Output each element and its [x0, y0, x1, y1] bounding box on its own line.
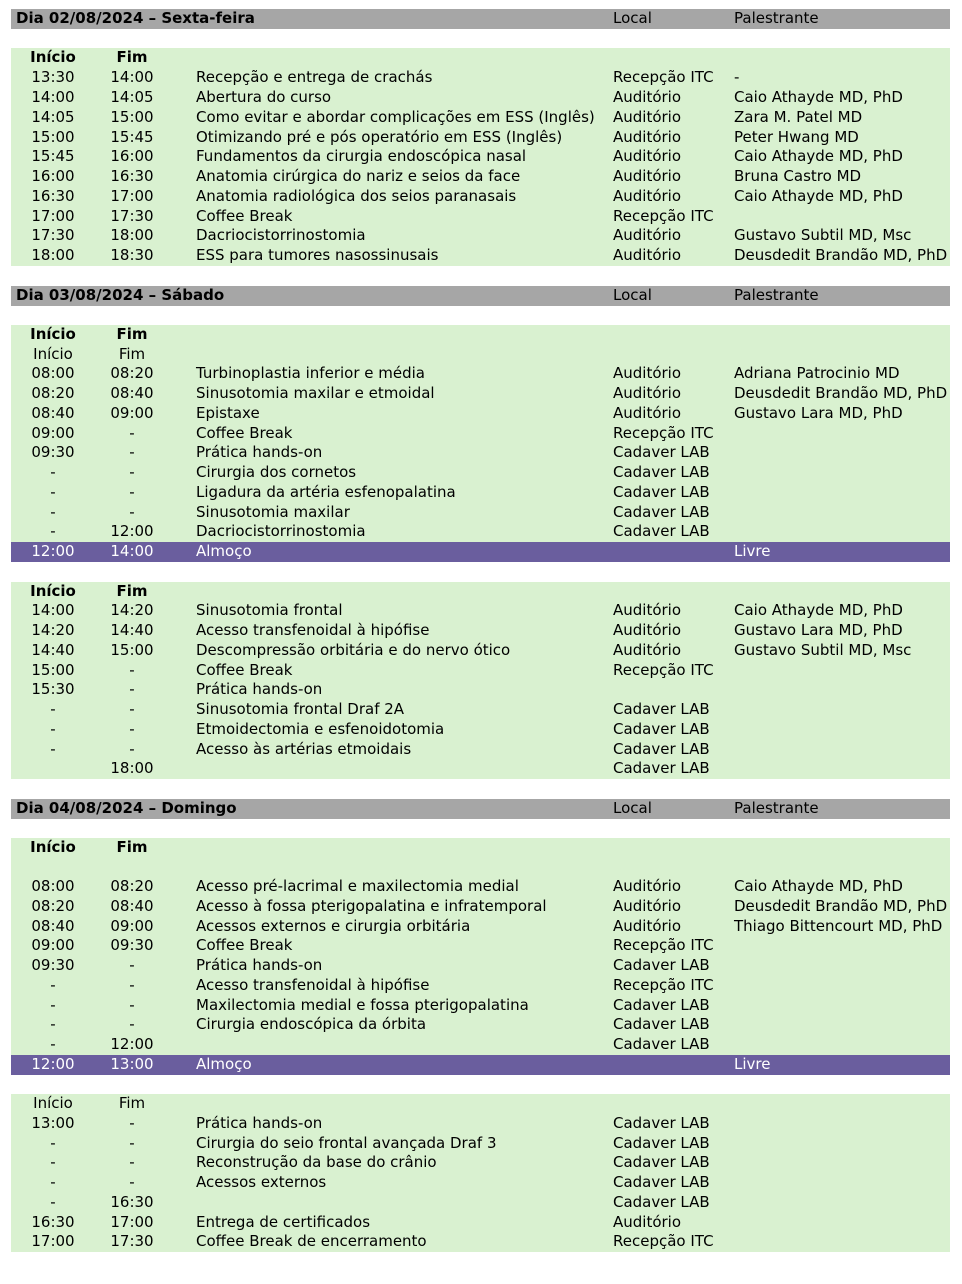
location: Auditório	[613, 147, 682, 165]
schedule-row	[11, 226, 950, 246]
schedule-row	[11, 936, 950, 956]
spacer-row	[11, 858, 950, 878]
start-time: 09:30	[31, 443, 75, 461]
schedule-row	[11, 443, 950, 463]
location: Auditório	[613, 641, 682, 659]
end-time: 08:20	[110, 877, 154, 895]
activity: Almoço	[196, 1055, 252, 1073]
lunch-row	[11, 542, 950, 562]
schedule-row	[11, 877, 950, 897]
start-time: 08:00	[31, 364, 75, 382]
schedule-row	[11, 661, 950, 681]
location: Cadaver LAB	[613, 1015, 710, 1033]
location: Cadaver LAB	[613, 1193, 710, 1211]
schedule-row	[11, 463, 950, 483]
column-header-row	[11, 1094, 950, 1114]
schedule-row	[11, 897, 950, 917]
location: Cadaver LAB	[613, 720, 710, 738]
start-column-label: Início	[30, 582, 76, 600]
activity: Dacriocistorrinostomia	[196, 522, 366, 540]
end-time: -	[129, 503, 135, 521]
activity: Acessos externos e cirurgia orbitária	[196, 917, 471, 935]
activity: Cirurgia endoscópica da órbita	[196, 1015, 427, 1033]
location: Auditório	[613, 108, 682, 126]
location: Recepção ITC	[613, 424, 714, 442]
end-time: -	[129, 996, 135, 1014]
location: Auditório	[613, 187, 682, 205]
start-time: 15:45	[31, 147, 75, 165]
speaker: Zara M. Patel MD	[734, 108, 863, 126]
schedule-row	[11, 1232, 950, 1252]
end-time: 14:20	[110, 601, 154, 619]
schedule-row	[11, 404, 950, 424]
start-time: -	[50, 720, 56, 738]
end-column-label: Fim	[116, 325, 148, 343]
schedule-row	[11, 1213, 950, 1233]
schedule-row	[11, 424, 950, 444]
location: Recepção ITC	[613, 661, 714, 679]
location: Cadaver LAB	[613, 759, 710, 777]
end-time: -	[129, 424, 135, 442]
start-time: 14:05	[31, 108, 75, 126]
start-column-label: Início	[33, 1094, 73, 1112]
start-time: 13:00	[31, 1114, 75, 1132]
activity: Coffee Break	[196, 936, 293, 954]
start-time: 08:40	[31, 917, 75, 935]
location: Cadaver LAB	[613, 956, 710, 974]
column-header-row	[11, 48, 950, 68]
schedule-row	[11, 976, 950, 996]
activity: Fundamentos da cirurgia endoscópica nasal	[196, 147, 527, 165]
speaker: Peter Hwang MD	[734, 128, 859, 146]
location: Cadaver LAB	[613, 1134, 710, 1152]
activity: Descompressão orbitária e do nervo ótico	[196, 641, 511, 659]
local-column-label: Local	[613, 799, 652, 817]
end-time: 12:00	[110, 1035, 154, 1053]
end-column-label: Fim	[118, 345, 146, 363]
activity: Anatomia radiológica dos seios paranasais	[196, 187, 517, 205]
location: Cadaver LAB	[613, 740, 710, 758]
start-time: 12:00	[31, 1055, 75, 1073]
location: Auditório	[613, 128, 682, 146]
schedule-row	[11, 700, 950, 720]
activity: Acesso pré-lacrimal e maxilectomia medial	[196, 877, 519, 895]
end-time: 17:30	[110, 1232, 154, 1250]
activity: Coffee Break	[196, 424, 293, 442]
activity: Sinusotomia frontal	[196, 601, 343, 619]
speaker: Caio Athayde MD, PhD	[734, 601, 903, 619]
activity: Sinusotomia frontal Draf 2A	[196, 700, 405, 718]
start-time: -	[50, 976, 56, 994]
lunch-row	[11, 1055, 950, 1075]
activity: Maxilectomia medial e fossa pterigopalatina	[196, 996, 529, 1014]
activity: Coffee Break	[196, 661, 293, 679]
activity: Recepção e entrega de crachás	[196, 68, 433, 86]
schedule-row	[11, 680, 950, 700]
end-time: -	[129, 443, 135, 461]
activity: ESS para tumores nasossinusais	[196, 246, 439, 264]
day-header	[11, 799, 950, 819]
start-time: 15:00	[31, 661, 75, 679]
activity: Coffee Break	[196, 207, 293, 225]
start-time: 14:40	[31, 641, 75, 659]
location: Cadaver LAB	[613, 503, 710, 521]
schedule-row	[11, 956, 950, 976]
activity: Sinusotomia maxilar	[196, 503, 350, 521]
location: Auditório	[613, 917, 682, 935]
schedule-row	[11, 108, 950, 128]
start-column-label: Início	[33, 345, 73, 363]
speaker-column-label: Palestrante	[734, 286, 819, 304]
location: Cadaver LAB	[613, 1114, 710, 1132]
schedule-row	[11, 740, 950, 760]
end-time: -	[129, 700, 135, 718]
start-time: -	[50, 463, 56, 481]
end-time: 14:05	[110, 88, 154, 106]
activity: Cirurgia dos cornetos	[196, 463, 357, 481]
start-time: -	[50, 740, 56, 758]
location: Auditório	[613, 897, 682, 915]
location: Auditório	[613, 246, 682, 264]
start-column-label: Início	[30, 48, 76, 66]
end-time: 08:40	[110, 897, 154, 915]
schedule-row	[11, 641, 950, 661]
location: Cadaver LAB	[613, 996, 710, 1014]
activity: Almoço	[196, 542, 252, 560]
speaker: Livre	[734, 1055, 771, 1073]
location: Auditório	[613, 167, 682, 185]
end-time: -	[129, 1114, 135, 1132]
column-header-row	[11, 582, 950, 602]
end-time: 17:00	[110, 187, 154, 205]
schedule-row	[11, 720, 950, 740]
start-time: 09:00	[31, 936, 75, 954]
column-header-row	[11, 838, 950, 858]
schedule-row	[11, 1153, 950, 1173]
location: Auditório	[613, 1213, 682, 1231]
start-time: -	[50, 1153, 56, 1171]
start-time: 09:00	[31, 424, 75, 442]
end-time: -	[129, 661, 135, 679]
end-time: 09:30	[110, 936, 154, 954]
start-time: 17:30	[31, 226, 75, 244]
start-time: 18:00	[31, 246, 75, 264]
end-time: 17:30	[110, 207, 154, 225]
activity: Cirurgia do seio frontal avançada Draf 3	[196, 1134, 497, 1152]
end-time: 16:30	[110, 1193, 154, 1211]
schedule-row	[11, 187, 950, 207]
speaker: Deusdedit Brandão MD, PhD	[734, 384, 948, 402]
end-column-label: Fim	[116, 582, 148, 600]
activity: Acesso à fossa pterigopalatina e infratemporal	[196, 897, 547, 915]
activity: Acesso às artérias etmoidais	[196, 740, 412, 758]
day-title: Dia 03/08/2024 – Sábado	[16, 286, 225, 304]
activity: Reconstrução da base do crânio	[196, 1153, 437, 1171]
day-title: Dia 02/08/2024 – Sexta-feira	[16, 9, 255, 27]
location: Recepção ITC	[613, 68, 714, 86]
speaker: Gustavo Subtil MD, Msc	[734, 641, 912, 659]
end-column-label: Fim	[116, 48, 148, 66]
start-time: 08:40	[31, 404, 75, 422]
schedule-row	[11, 128, 950, 148]
end-time: 09:00	[110, 917, 154, 935]
start-time: 08:20	[31, 897, 75, 915]
location: Cadaver LAB	[613, 1153, 710, 1171]
location: Cadaver LAB	[613, 443, 710, 461]
schedule-row	[11, 167, 950, 187]
end-time: 16:00	[110, 147, 154, 165]
schedule-row	[11, 1114, 950, 1134]
start-time: 15:00	[31, 128, 75, 146]
start-time: 14:20	[31, 621, 75, 639]
schedule-row	[11, 364, 950, 384]
start-time: 15:30	[31, 680, 75, 698]
location: Auditório	[613, 877, 682, 895]
location: Cadaver LAB	[613, 1035, 710, 1053]
column-header-row	[11, 345, 950, 365]
end-time: 18:00	[110, 759, 154, 777]
speaker: Bruna Castro MD	[734, 167, 862, 185]
day-header	[11, 286, 950, 306]
end-time: -	[129, 740, 135, 758]
schedule-row	[11, 601, 950, 621]
end-time: 18:30	[110, 246, 154, 264]
location: Recepção ITC	[613, 1232, 714, 1250]
activity: Prática hands-on	[196, 680, 323, 698]
end-time: 08:40	[110, 384, 154, 402]
activity: Abertura do curso	[196, 88, 332, 106]
end-time: -	[129, 1134, 135, 1152]
speaker: Gustavo Lara MD, PhD	[734, 621, 903, 639]
speaker: -	[734, 68, 740, 86]
schedule-row	[11, 88, 950, 108]
start-time: 16:30	[31, 187, 75, 205]
activity: Acessos externos	[196, 1173, 327, 1191]
end-time: -	[129, 463, 135, 481]
end-time: 17:00	[110, 1213, 154, 1231]
speaker: Caio Athayde MD, PhD	[734, 187, 903, 205]
speaker: Caio Athayde MD, PhD	[734, 88, 903, 106]
location: Cadaver LAB	[613, 463, 710, 481]
speaker-column-label: Palestrante	[734, 799, 819, 817]
start-column-label: Início	[30, 325, 76, 343]
schedule-row	[11, 522, 950, 542]
local-column-label: Local	[613, 9, 652, 27]
schedule-row	[11, 759, 950, 779]
end-time: 14:00	[110, 68, 154, 86]
location: Cadaver LAB	[613, 1173, 710, 1191]
schedule-row	[11, 917, 950, 937]
start-time: -	[50, 700, 56, 718]
start-time: -	[50, 1173, 56, 1191]
activity: Prática hands-on	[196, 443, 323, 461]
column-header-row	[11, 325, 950, 345]
local-column-label: Local	[613, 286, 652, 304]
end-time: 08:20	[110, 364, 154, 382]
start-time: 17:00	[31, 1232, 75, 1250]
day-title: Dia 04/08/2024 – Domingo	[16, 799, 237, 817]
activity: Prática hands-on	[196, 956, 323, 974]
activity: Otimizando pré e pós operatório em ESS (Inglês)	[196, 128, 563, 146]
start-time: -	[50, 996, 56, 1014]
end-time: -	[129, 1015, 135, 1033]
start-time: -	[50, 503, 56, 521]
activity: Como evitar e abordar complicações em ESS (Inglês)	[196, 108, 595, 126]
location: Cadaver LAB	[613, 522, 710, 540]
activity: Dacriocistorrinostomia	[196, 226, 366, 244]
start-time: -	[50, 522, 56, 540]
start-column-label: Início	[30, 838, 76, 856]
speaker: Caio Athayde MD, PhD	[734, 877, 903, 895]
speaker: Thiago Bittencourt MD, PhD	[734, 917, 943, 935]
end-time: -	[129, 680, 135, 698]
start-time: 16:00	[31, 167, 75, 185]
start-time: -	[50, 1193, 56, 1211]
location: Recepção ITC	[613, 207, 714, 225]
start-time: 08:20	[31, 384, 75, 402]
activity: Anatomia cirúrgica do nariz e seios da face	[196, 167, 521, 185]
activity: Epistaxe	[196, 404, 260, 422]
activity: Ligadura da artéria esfenopalatina	[196, 483, 456, 501]
start-time: -	[50, 1015, 56, 1033]
end-time: 15:00	[110, 641, 154, 659]
end-time: 15:45	[110, 128, 154, 146]
end-time: -	[129, 1153, 135, 1171]
start-time: 17:00	[31, 207, 75, 225]
schedule-row	[11, 1193, 950, 1213]
end-time: -	[129, 720, 135, 738]
location: Auditório	[613, 226, 682, 244]
activity: Etmoidectomia e esfenoidotomia	[196, 720, 445, 738]
end-time: 18:00	[110, 226, 154, 244]
end-time: -	[129, 1173, 135, 1191]
start-time: 13:30	[31, 68, 75, 86]
end-time: 14:40	[110, 621, 154, 639]
start-time: -	[50, 1035, 56, 1053]
end-column-label: Fim	[116, 838, 148, 856]
end-time: -	[129, 483, 135, 501]
end-time: 15:00	[110, 108, 154, 126]
speaker: Caio Athayde MD, PhD	[734, 147, 903, 165]
location: Auditório	[613, 88, 682, 106]
start-time: 14:00	[31, 88, 75, 106]
schedule-row	[11, 1134, 950, 1154]
schedule-row	[11, 1015, 950, 1035]
speaker-column-label: Palestrante	[734, 9, 819, 27]
location: Recepção ITC	[613, 936, 714, 954]
location: Cadaver LAB	[613, 700, 710, 718]
start-time: 09:30	[31, 956, 75, 974]
schedule-row	[11, 483, 950, 503]
speaker: Livre	[734, 542, 771, 560]
schedule-row	[11, 1173, 950, 1193]
end-time: 09:00	[110, 404, 154, 422]
end-time: 13:00	[110, 1055, 154, 1073]
location: Recepção ITC	[613, 976, 714, 994]
end-time: 16:30	[110, 167, 154, 185]
activity: Entrega de certificados	[196, 1213, 371, 1231]
activity: Sinusotomia maxilar e etmoidal	[196, 384, 435, 402]
schedule-row	[11, 147, 950, 167]
schedule-row	[11, 246, 950, 266]
location: Auditório	[613, 364, 682, 382]
speaker: Gustavo Lara MD, PhD	[734, 404, 903, 422]
location: Cadaver LAB	[613, 483, 710, 501]
schedule-row	[11, 384, 950, 404]
location: Auditório	[613, 601, 682, 619]
start-time: 08:00	[31, 877, 75, 895]
location: Auditório	[613, 384, 682, 402]
activity: Acesso transfenoidal à hipófise	[196, 621, 430, 639]
activity: Turbinoplastia inferior e média	[196, 364, 425, 382]
schedule-row	[11, 1035, 950, 1055]
schedule-row	[11, 207, 950, 227]
end-time: 14:00	[110, 542, 154, 560]
end-time: -	[129, 956, 135, 974]
speaker: Gustavo Subtil MD, Msc	[734, 226, 912, 244]
start-time: 16:30	[31, 1213, 75, 1231]
schedule-row	[11, 503, 950, 523]
activity: Prática hands-on	[196, 1114, 323, 1132]
schedule-row	[11, 621, 950, 641]
start-time: -	[50, 1134, 56, 1152]
location: Auditório	[613, 621, 682, 639]
location: Auditório	[613, 404, 682, 422]
speaker: Adriana Patrocinio MD	[734, 364, 900, 382]
end-column-label: Fim	[118, 1094, 146, 1112]
day-header	[11, 9, 950, 29]
start-time: -	[50, 483, 56, 501]
schedule-row	[11, 996, 950, 1016]
speaker: Deusdedit Brandão MD, PhD	[734, 246, 948, 264]
start-time: 12:00	[31, 542, 75, 560]
schedule-row	[11, 68, 950, 88]
activity: Coffee Break de encerramento	[196, 1232, 427, 1250]
start-time: 14:00	[31, 601, 75, 619]
speaker: Deusdedit Brandão MD, PhD	[734, 897, 948, 915]
activity: Acesso transfenoidal à hipófise	[196, 976, 430, 994]
end-time: -	[129, 976, 135, 994]
end-time: 12:00	[110, 522, 154, 540]
